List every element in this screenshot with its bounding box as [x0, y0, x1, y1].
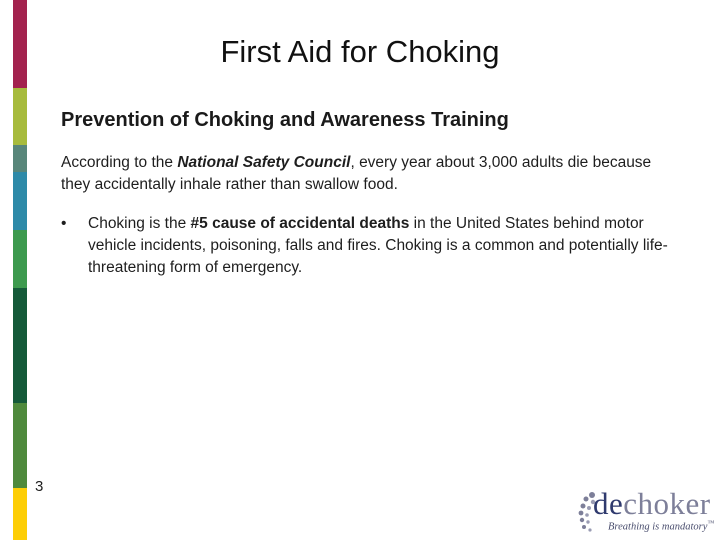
logo-word-prefix: de	[593, 486, 624, 521]
bullet-marker: •	[61, 215, 67, 232]
bullet-text: Choking is the	[88, 215, 191, 232]
intro-text: According to the	[61, 154, 178, 171]
logo-word-rest: choker	[623, 486, 711, 521]
color-bar-segment	[13, 172, 27, 230]
color-bar-segment	[13, 88, 27, 145]
bullet-text-continued: in the United States behind motor vehicle incidents, poisoning, falls and fires. Choking is a common and potentially life-threatening form of emergency.	[88, 215, 668, 276]
slide-title: First Aid for Choking	[220, 34, 500, 69]
color-bar-segment	[13, 288, 27, 403]
dechoker-logo	[576, 488, 718, 538]
logo-tagline-text: Breathing is mandatory	[608, 521, 708, 533]
intro-paragraph	[61, 152, 661, 196]
logo-wordmark	[593, 486, 711, 522]
color-bar	[13, 0, 27, 540]
slide-subtitle: Prevention of Choking and Awareness Training	[61, 109, 509, 131]
logo-tagline	[608, 519, 714, 533]
color-bar-segment	[13, 230, 27, 288]
color-bar-segment	[13, 488, 27, 540]
page-number: 3	[35, 478, 44, 495]
bullet-paragraph	[88, 213, 683, 279]
color-bar-segment	[13, 145, 27, 172]
color-bar-segment	[13, 403, 27, 488]
logo-trademark: ™	[707, 519, 715, 527]
intro-text-continued: , every year about 3,000 adults die because they accidentally inhale rather than swallow food.	[61, 154, 652, 193]
bullet-emphasis: #5 cause of accidental deaths	[190, 215, 410, 232]
intro-emphasis: National Safety Council	[177, 154, 351, 171]
